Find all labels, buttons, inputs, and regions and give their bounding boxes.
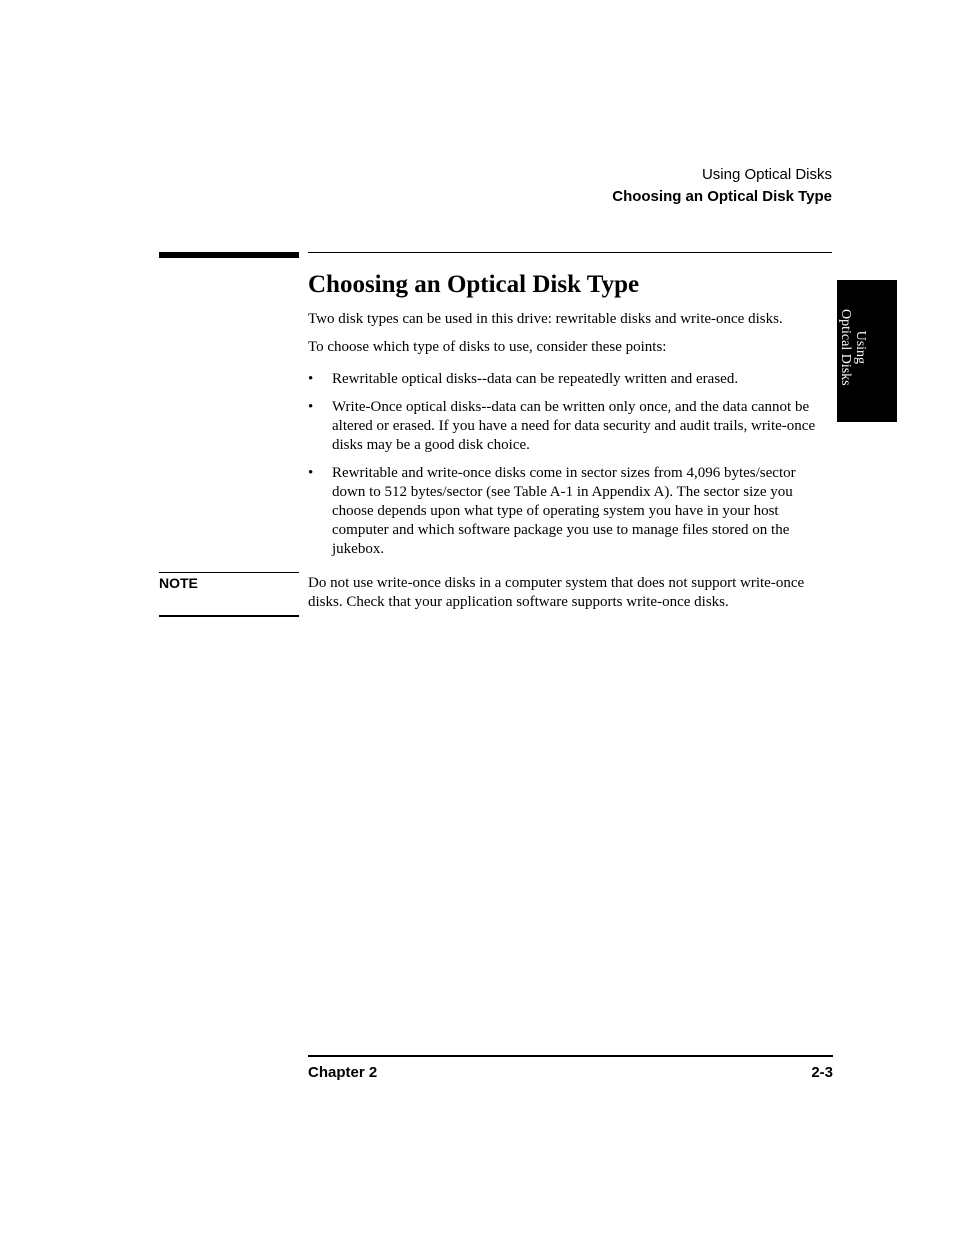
heading-rule-thick xyxy=(159,252,299,258)
note-rule-top xyxy=(159,572,299,573)
bullet-icon: • xyxy=(308,399,314,415)
bullet-text: Write-Once optical disks--data can be written only once, and the data cannot be altered or erased. If you have a need for data security and audit trails, write-once disks may be a good disk choice. xyxy=(332,399,816,453)
intro-paragraph: Two disk types can be used in this drive: rewritable disks and write-once disks. xyxy=(308,311,783,327)
bullet-text: Rewritable and write-once disks come in sector sizes from 4,096 bytes/sector down to 512 bytes/sector (see Table A-1 in Appendix A). The sector size you choose depends upon what type of operating system you have in your host computer and which software package you use to manage files stored on the jukebox. xyxy=(332,465,796,557)
tab-line-1: Using xyxy=(853,330,868,365)
note-label: NOTE xyxy=(159,575,198,591)
footer-rule xyxy=(308,1055,833,1057)
bullet-icon: • xyxy=(308,465,314,481)
chapter-thumb-tab xyxy=(837,280,897,422)
note-rule-bottom xyxy=(159,615,299,617)
chapter-thumb-tab-text xyxy=(838,309,868,386)
running-header-chapter: Using Optical Disks xyxy=(701,166,832,183)
footer-page-number: 2-3 xyxy=(811,1064,833,1081)
running-header-section: Choosing an Optical Disk Type xyxy=(612,188,832,205)
page-title: Choosing an Optical Disk Type xyxy=(308,271,640,298)
bullet-icon: • xyxy=(308,371,314,387)
bullet-text: Rewritable optical disks--data can be repeatedly written and erased. xyxy=(332,371,739,387)
note-text: Do not use write-once disks in a computer system that does not support write-once disks. Check that your application software supports write-once disks. xyxy=(308,575,805,610)
heading-rule-thin xyxy=(308,252,832,253)
footer-chapter: Chapter 2 xyxy=(308,1064,378,1081)
tab-line-2: Optical Disks xyxy=(838,309,853,386)
lead-in-paragraph: To choose which type of disks to use, consider these points: xyxy=(308,339,667,355)
